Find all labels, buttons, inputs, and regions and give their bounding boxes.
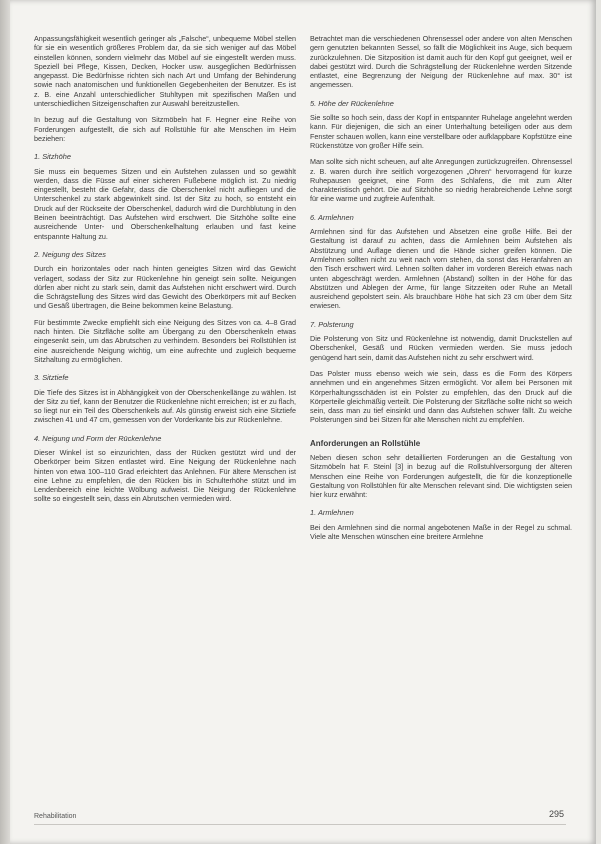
section-heading: 1. Sitzhöhe (34, 152, 71, 162)
section-heading: 4. Neigung und Form der Rückenlehne (34, 433, 162, 443)
paragraph: Die Polsterung von Sitz und Rückenlehne ist notwendig, damit Druckstellen auf Oberschenkel, Gesäß und Rücken vermieden werden. Sie muss jedoch genügend hart sein, damit das Aufstehen nicht zu sehr erschwert wird. (310, 334, 572, 362)
paragraph: In bezug auf die Gestaltung von Sitzmöbeln hat F. Hegner eine Reihe von Forderungen aufgestellt, die sich auf Rollstühle für alte Menschen im Heim beziehen: (34, 115, 296, 143)
page-number: 295 (548, 809, 564, 819)
paragraph: Sie muss ein bequemes Sitzen und ein Aufstehen zulassen und so gewählt werden, dass die Füsse auf einer sicheren Fußebene möglich ist. Zu niedrig eingestellt, besteht die Gefahr, dass die Oberschenkel nicht aufliegen und die Unterschenkel zu stark abgewinkelt sind. Ist der Sitz zu hoch, so entsteht ein Druck auf der Rückseite der Oberschenkel, dadurch wird die Durchblutung in den Beinen beeinträchtigt. Das Aufstehen wird erschwert. Die Sitzhöhe sollte eine ausreichende Unter- und Oberschenkelhaltung erlauben und fast keine entspannte Haltung zu. (34, 166, 296, 241)
paragraph: Armlehnen sind für das Aufstehen und Absetzen eine große Hilfe. Bei der Gestaltung ist darauf zu achten, dass die Armlehnen beim Aufstehen als Abstützung und Auflage dienen und die Hände sicher greifen können. Die Armlehnen sollten nicht zu weit nach vorn stehen, da sonst das Heranfahren an den Tisch erschwert wird. Lehnen sollten daher im vorderen Bereich etwas nach unten abgeschrägt werden. Armlehnen (Abstand) sollten in der Höhe für das Abstützen und Ablegen der Arme, für lange Sitzzeiten oder Ruhe an Metall ausreichend gepolstert sein. Als brauchbare Höhe hat sich 23 cm über dem Sitz erwiesen. (310, 227, 572, 311)
section-heading: 3. Sitztiefe (34, 373, 69, 383)
paragraph: Das Polster muss ebenso weich wie sein, dass es die Form des Körpers annehmen und ein angenehmes Sitzen ermöglicht. Vor allem bei Personen mit Körperhaltungsschäden ist ein Polster zu empfehlen, das den Druck auf die Körperteile gleichmäßig verteilt. Die Polsterung der Sitzfläche sollte nicht so weich sein, dass man zu tief einsinkt und dann das Aufstehen schwer fällt. Zu weiche Polsterungen sind bei Sitzen für alte Menschen nicht zu empfehlen. (310, 368, 572, 425)
section-heading: 1. Armlehnen (310, 508, 354, 518)
paragraph: Bei den Armlehnen sind die normal angebotenen Maße in der Regel zu schmal. Viele alte Menschen wünschen eine breitere Armlehne (310, 522, 572, 542)
right-column (310, 34, 572, 548)
document-page (10, 0, 596, 844)
left-column (34, 34, 296, 511)
section-heading: 2. Neigung des Sitzes (34, 249, 106, 259)
paragraph: Anpassungsfähigkeit wesentlich geringer als „Falsche“, unbequeme Möbel stellen für sie ein wesentlich größeres Problem dar, da sie sich weniger auf das Möbel einstellen können, sondern vielmehr das Möbel auf sie eingestellt werden muss. Speziell bei Pflege, Kissen, Decken, Hocker usw. ausgeglichen Bedürfnissen angepasst. Die Bedürfnisse richten sich nach Art und Umfang der Behinderung sowie nach anatomischen und funktionellen Gegebenheiten der Benutzer. Es ist z. B. eine Anzahl unterschiedlicher Stuhltypen mit spezifischen Maßen und unterschiedlichen Sitzeigenschaften zur Auswahl bereitzustellen. (34, 34, 296, 109)
paragraph: Neben diesen schon sehr detaillierten Forderungen an die Gestaltung von Sitzmöbeln hat F. Steinl [3] in bezug auf die Rollstuhlversorgung der älteren Menschen eine Reihe von Forderungen aufgestellt, die für die konzeptionelle Gestaltung von Rollstühlen für alte Menschen relevant sind. Die wichtigsten seien hier kurz erwähnt: (310, 452, 572, 500)
footer-divider (34, 824, 566, 825)
paragraph: Für bestimmte Zwecke empfiehlt sich eine Neigung des Sitzes von ca. 4–8 Grad nach hinten. Die Sitzfläche sollte am Übergang zu den Oberschenkeln etwas eingesenkt sein, um das Abrutschen zu verhindern. Besonders bei Rollstühlen ist eine ausreichende Neigung wichtig, um eine aufrechte und zugleich bequeme Sitzhaltung zu ermöglichen. (34, 317, 296, 364)
paragraph: Betrachtet man die verschiedenen Ohrensessel oder andere von alten Menschen gern genutzten bekannten Sessel, so fällt die Möglichkeit ins Auge, sich bequem zurückzulehnen. Die Sitzposition ist damit auch für den Kopf gut geeignet, weil er dabei gestützt wird. Durch die Schrägstellung der Rückenlehne werden Sitzende entlastet, eine Begrenzung der Neigung der Rückenlehne auf max. 30° ist angemessen. (310, 34, 572, 90)
paragraph: Sie sollte so hoch sein, dass der Kopf in entspannter Ruhelage angelehnt werden kann. Für diejenigen, die sich an einer Unterhaltung beteiligen oder aus dem Fenster schauen wollen, kann eine verstellbare oder aufklappbare Kopfstütze eine Rückenstütze von großer Hilfe sein. (310, 113, 572, 150)
running-footer: Rehabilitation (34, 813, 77, 820)
main-heading: Anforderungen an Rollstühle (310, 438, 421, 448)
section-heading: 6. Armlehnen (310, 212, 354, 222)
paragraph: Die Tiefe des Sitzes ist in Abhängigkeit von der Oberschenkellänge zu wählen. Ist der Sitz zu tief, kann der Benutzer die Rückenlehne nicht erreichen; ist er zu flach, so liegt nur ein Teil des Oberschenkels auf. Als günstig erweist sich eine Sitztiefe zwischen 41 und 47 cm, gemessen von der Vorderkante bis zur Rückenlehne. (34, 387, 296, 425)
section-heading: 7. Polsterung (310, 319, 354, 329)
paragraph: Man sollte sich nicht scheuen, auf alte Anregungen zurückzugreifen. Ohrensessel z. B. waren durch ihre seitlich vorgezogenen „Ohren“ hervorragend für kurze Ruhepausen geeignet, eine Form des Schlafens, die mit zum Alter charakteristisch gehört. Die auf Sitzhöhe so niedrig herabreichende Lehne sorgt für eine warme und zugfreie Aufenthalt. (310, 157, 572, 204)
section-heading: 5. Höhe der Rückenlehne (310, 98, 394, 108)
paragraph: Durch ein horizontales oder nach hinten geneigtes Sitzen wird das Gewicht verlagert, sodass der Sitz zur Rückenlehne hin geneigt sein sollte. Neigungen dürfen aber nicht zu stark sein, damit das Aufstehen nicht erschwert wird. Durch die Schrägstellung des Sitzes wird das Gewicht des Oberkörpers mit auf Becken und Gesäß übertragen, die Beine bekommen keine Belastung. (34, 264, 296, 311)
paragraph: Dieser Winkel ist so einzurichten, dass der Rücken gestützt wird und der Oberkörper beim Sitzen entlastet wird. Eine Neigung der Rückenlehne nach hinten von etwa 100–110 Grad erleichtert das Anlehnen. Für ältere Menschen ist eine Lehne zu empfehlen, die den Rücken bis in Schulterhöhe stützt und im Lendenbereich eine leichte Wölbung aufweist. Die Neigung der Rückenlehne sollte so eingestellt sein, dass ein Abrutschen vermieden wird. (34, 447, 296, 504)
book-binding-shadow (0, 0, 10, 844)
